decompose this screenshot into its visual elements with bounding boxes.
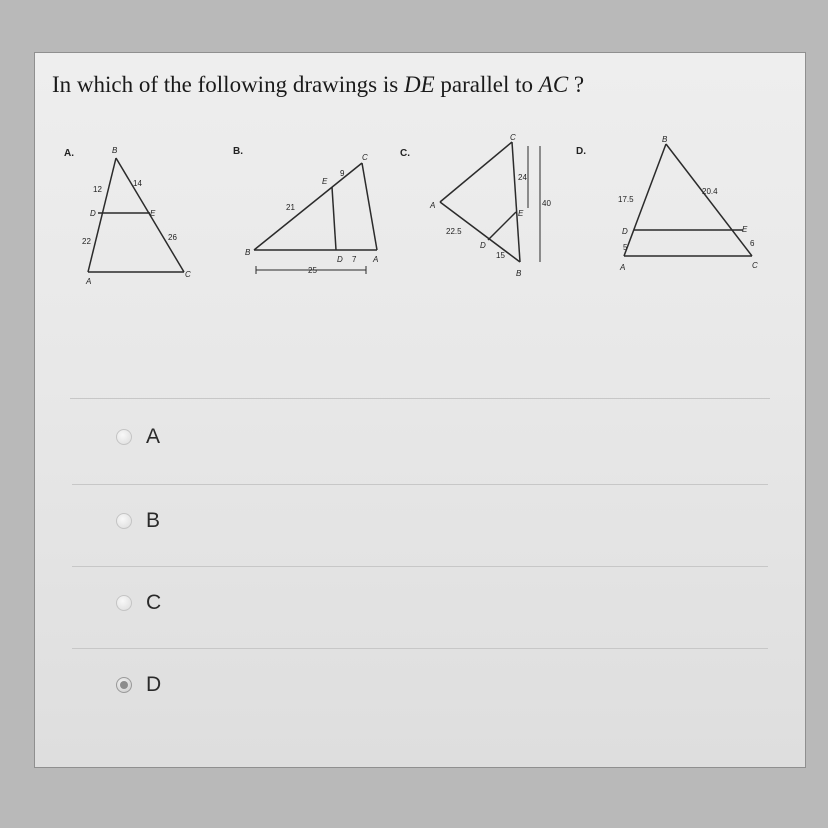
figure-d-measure-be: 20.4 [702, 187, 718, 196]
divider-c [72, 648, 768, 649]
figure-b-vertex-b: B [245, 248, 251, 257]
option-d[interactable] [116, 672, 161, 698]
figure-b-measure-be: 21 [286, 203, 295, 212]
figure-a-measure-ec: 26 [168, 233, 177, 242]
figure-d-vertex-c: C [752, 261, 758, 270]
figure-c-measure-ce: 24 [518, 173, 527, 182]
option-b[interactable] [116, 508, 160, 534]
figure-c-measure-cb: 40 [542, 199, 551, 208]
figure-c-vertex-b: B [516, 269, 522, 278]
option-c[interactable] [116, 590, 161, 616]
figure-a-vertex-d: D [90, 209, 96, 218]
figure-b-vertex-d: D [337, 255, 343, 264]
question-prefix: In which of the following drawings is [52, 72, 404, 97]
option-b-label: B [146, 509, 161, 532]
figure-d-measure-ec: 6 [750, 239, 755, 248]
figure-c-measure-db: 15 [496, 251, 505, 260]
question-segment-ac: AC [538, 72, 569, 97]
question-middle: parallel to [434, 72, 539, 97]
figure-c-label: C. [400, 148, 410, 159]
figure-a-vertex-a: A [86, 277, 92, 286]
figure-d-vertex-d: D [622, 227, 628, 236]
option-a-radio[interactable] [116, 429, 132, 445]
divider-a [72, 484, 768, 485]
figure-c-vertex-a: A [430, 201, 436, 210]
option-a-label: A [146, 425, 161, 448]
figure-a-measure-be: 14 [133, 179, 142, 188]
question-text [52, 72, 584, 98]
figure-a-measure-bd: 12 [93, 185, 102, 194]
option-b-radio[interactable] [116, 513, 132, 529]
figure-b-vertex-c: C [362, 153, 368, 162]
question-suffix: ? [568, 72, 585, 97]
option-d-radio[interactable] [116, 677, 132, 693]
figure-b [254, 163, 377, 274]
option-c-radio[interactable] [116, 595, 132, 611]
figure-b-measure-ec: 9 [340, 169, 345, 178]
figure-a-vertex-c: C [185, 270, 191, 279]
figure-d-vertex-b: B [662, 135, 668, 144]
figure-b-measure-da: 7 [352, 255, 357, 264]
figure-b-measure-bd: 25 [308, 266, 317, 275]
option-a[interactable] [116, 424, 160, 450]
figure-d-vertex-e: E [742, 225, 748, 234]
divider-b [72, 566, 768, 567]
question-segment-de: DE [403, 72, 435, 97]
figure-a-label: A. [64, 148, 74, 159]
figure-a-measure-da: 22 [82, 237, 91, 246]
figure-d-measure-bd: 17.5 [618, 195, 634, 204]
figure-d-label: D. [576, 146, 586, 157]
figure-b-vertex-a: A [373, 255, 379, 264]
figure-c-vertex-d: D [480, 241, 486, 250]
figure-b-label: B. [233, 146, 243, 157]
figure-a-vertex-e: E [150, 209, 156, 218]
option-d-label: D [146, 673, 162, 696]
figures-svg [40, 130, 800, 300]
figure-b-vertex-e: E [322, 177, 328, 186]
figure-a [88, 158, 184, 272]
figure-d-vertex-a: A [620, 263, 626, 272]
figure-d-measure-da: 5 [623, 243, 628, 252]
figure-c [440, 142, 540, 262]
option-c-label: C [146, 591, 162, 614]
figure-c-vertex-e: E [518, 209, 524, 218]
figures-row [40, 130, 800, 300]
divider-top [70, 398, 770, 399]
figure-a-vertex-b: B [112, 146, 118, 155]
figure-c-vertex-c: C [510, 133, 516, 142]
figure-c-measure-ad: 22.5 [446, 227, 462, 236]
figure-d [624, 144, 752, 256]
